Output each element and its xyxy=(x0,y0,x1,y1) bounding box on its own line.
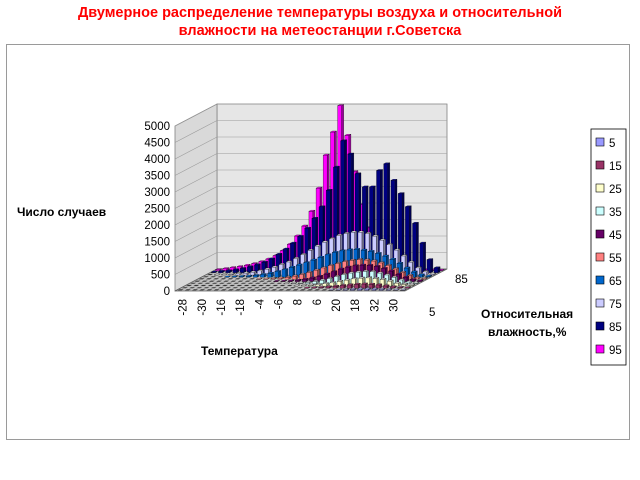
column-side xyxy=(286,269,288,278)
column xyxy=(233,269,239,273)
column-front xyxy=(299,275,303,280)
legend-swatch xyxy=(596,276,604,284)
z-axis-title-line-2: влажность,% xyxy=(488,325,567,339)
column-side xyxy=(424,242,426,273)
legend-swatch xyxy=(596,184,604,192)
legend-label: 45 xyxy=(609,230,622,242)
column-front xyxy=(250,272,254,275)
column-front xyxy=(326,287,330,288)
column-front xyxy=(292,276,296,279)
column xyxy=(268,272,274,277)
x-tick-label: 18 xyxy=(350,299,363,312)
y-axis-title: Число случаев xyxy=(17,205,107,219)
z-tick-label: 85 xyxy=(455,274,468,286)
chart-title xyxy=(0,4,640,40)
column xyxy=(302,278,308,282)
column-side xyxy=(416,222,418,272)
column xyxy=(282,269,288,278)
legend-label: 15 xyxy=(609,161,622,173)
x-tick-label: 20 xyxy=(330,299,343,312)
column-front xyxy=(395,283,399,286)
column-front xyxy=(320,280,324,284)
column-front xyxy=(268,273,272,277)
x-tick-label: -6 xyxy=(273,299,286,310)
column xyxy=(312,280,318,283)
column xyxy=(376,284,382,289)
column-front xyxy=(354,284,358,288)
z-tick-label: 5 xyxy=(429,307,436,319)
z-axis-title-line-1: Относительная xyxy=(481,307,574,321)
legend-label: 55 xyxy=(609,253,622,265)
column-front xyxy=(278,278,282,279)
chart-title-line-2: влажности на метеостанции г.Советска xyxy=(178,23,462,39)
x-tick-label: -30 xyxy=(196,299,209,316)
column-front xyxy=(275,272,279,278)
column xyxy=(340,285,346,289)
legend-label: 65 xyxy=(609,276,622,288)
column-front xyxy=(233,270,237,273)
column-front xyxy=(365,289,369,290)
column-front xyxy=(357,289,361,290)
legend-swatch xyxy=(596,138,604,146)
column xyxy=(333,285,339,288)
column xyxy=(275,271,281,278)
column xyxy=(323,283,329,287)
x-axis-title: Температура xyxy=(201,344,278,358)
legend-swatch xyxy=(596,345,604,353)
legend-swatch xyxy=(596,230,604,238)
column xyxy=(395,282,401,286)
chart-frame xyxy=(6,44,630,440)
column-front xyxy=(218,272,222,273)
column-front xyxy=(285,278,289,280)
x-tick-label: 30 xyxy=(388,299,401,312)
column-front xyxy=(226,271,230,273)
column xyxy=(369,283,375,288)
y-tick-label: 2500 xyxy=(144,203,170,216)
column-front xyxy=(260,275,264,278)
chart-3d-columns xyxy=(7,45,631,441)
legend-label: 85 xyxy=(609,322,622,334)
column-front xyxy=(243,273,247,275)
x-tick-label: 32 xyxy=(369,299,382,312)
column xyxy=(383,285,389,289)
column-front xyxy=(315,285,319,286)
column-front xyxy=(402,284,406,286)
column-front xyxy=(236,274,240,275)
column-front xyxy=(333,286,337,288)
legend-swatch xyxy=(596,253,604,261)
column-front xyxy=(340,286,344,289)
y-tick-label: 2000 xyxy=(144,220,170,232)
y-tick-label: 1000 xyxy=(144,253,170,265)
x-tick-label: -18 xyxy=(235,299,248,316)
y-tick-label: 4500 xyxy=(144,137,170,150)
y-tick-label: 0 xyxy=(163,286,170,298)
column-front xyxy=(215,270,219,271)
column-front xyxy=(323,284,327,286)
column-front xyxy=(282,270,286,278)
legend-swatch xyxy=(596,207,604,215)
column-front xyxy=(312,282,316,284)
chart-title-line-1: Двумерное распределение температуры воздуха и относительной xyxy=(77,5,563,21)
column xyxy=(434,267,440,273)
column-front xyxy=(383,286,387,288)
column-front xyxy=(372,289,376,290)
x-tick-label: -28 xyxy=(177,299,190,316)
column xyxy=(354,283,360,288)
column-front xyxy=(240,269,244,273)
column-front xyxy=(347,285,351,288)
legend-label: 35 xyxy=(609,207,622,219)
legend-swatch xyxy=(596,322,604,330)
y-tick-label: 500 xyxy=(150,269,170,282)
legend-label: 75 xyxy=(609,299,622,311)
column-front xyxy=(253,276,257,278)
y-tick-label: 3000 xyxy=(144,187,170,199)
column-front xyxy=(305,283,309,284)
column-front xyxy=(390,287,394,288)
x-tick-label: -4 xyxy=(254,299,267,310)
legend-swatch xyxy=(596,299,604,307)
x-tick-label: -16 xyxy=(215,299,228,316)
column xyxy=(260,274,266,278)
y-tick-label: 1500 xyxy=(144,236,170,249)
legend-label: 95 xyxy=(609,345,622,357)
column-front xyxy=(434,268,438,273)
x-tick-label: 6 xyxy=(311,299,324,306)
column-front xyxy=(362,284,366,288)
column xyxy=(362,283,368,288)
x-tick-label: 8 xyxy=(292,299,305,306)
column-front xyxy=(302,279,306,281)
column-side xyxy=(431,259,433,273)
legend-label: 5 xyxy=(609,138,616,150)
y-tick-label: 5000 xyxy=(144,121,170,133)
column xyxy=(292,275,298,279)
column-front xyxy=(295,280,299,281)
y-tick-label: 3500 xyxy=(144,170,170,183)
y-tick-label: 4000 xyxy=(144,154,170,166)
legend-label: 25 xyxy=(609,184,622,196)
column xyxy=(347,284,353,289)
legend-swatch xyxy=(596,161,604,169)
